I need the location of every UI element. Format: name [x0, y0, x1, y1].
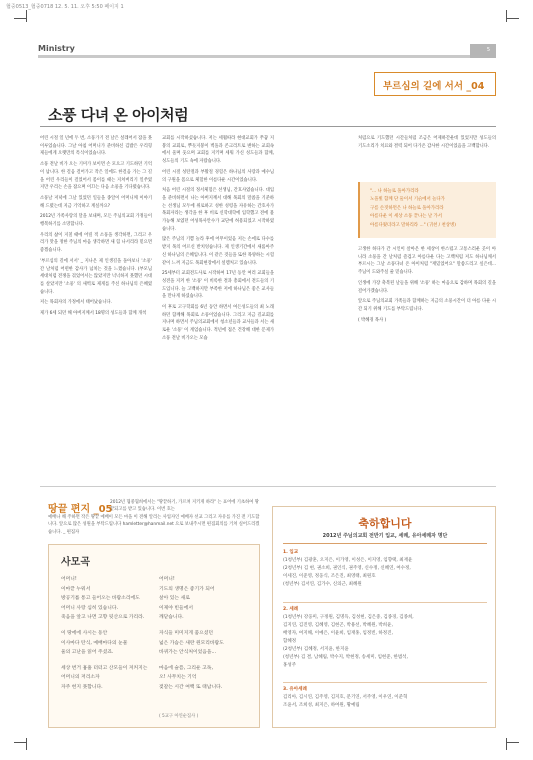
section-name: Ministry: [38, 44, 75, 53]
poem-stanza: 마음에 슬픔, 그리운 고독, 오! 사무치는 기억 젖갈는 시간 여백 또 태납니다.: [159, 665, 223, 690]
article-title: 소풍 다녀 온 아이처럼: [48, 106, 189, 124]
header-bar: [38, 55, 496, 58]
name-line: (1청년부) 김광훈, 오지은, 이가영, 이성은, 이지영, 임향택, 최재윤: [283, 558, 413, 563]
paragraph: 어린 시절 성탄절과 부활절 경험은 하나님의 사랑과 예수님의 구원을 몸으로 체험한 이름다운 시간이었습니다.: [162, 169, 274, 183]
congrats-title: 축하합니다: [358, 517, 412, 530]
page-header: [38, 44, 496, 58]
crop-mark: [26, 10, 27, 22]
print-mark: 협중0513_협중0718 12. 5. 11. 오후 5:50 페이지 1: [6, 4, 124, 10]
letter-description-continued: 예배나 해 주하면 작은 땅끝 예배이 모든 마을 이 전해 알리는 사업자인 예배자 선교 그리고 자유를 가진 전 기도합니다. 앞으로 많은 성원을 부탁드립니다 hamletter@hanmail.net 으로 보내주시면 편집회의를 거쳐 실어드리겠습니다. _ 편집자: [48, 515, 260, 535]
crop-mark: [14, 18, 26, 19]
paragraph: 소풍 전날 비가 오는 기미가 보이면 손 모으고 기도하던 기억이 납니다. 한 걸음 걸어가고 작은 일에도 한걸음 가는 그 길을 어린 우리들이 걸었어서 몸이를 때는 지쳐버리기 일쑤였지만 우리는 손을 잡으며 이끄는 다음 소풍을 기다렸습니다.: [40, 162, 152, 191]
crop-mark: [506, 738, 507, 750]
paragraph: 저는 목회자의 가정에서 태어났습니다.: [40, 300, 112, 306]
name-line: 조윤서, 조희성, 최지은, 하여원, 황예림: [283, 703, 360, 708]
paragraph: 고생한 하다가 간 시인이 살아온 한 세상이 한스럽고 고통스러운 곳이 아니라 소풍을 간 날처럼 즐겁고 아름다운 다는 고백처럼 저도 하나님께서 부르시는 그날 소풍다녀 온 아이처럼 "재밌었어요" 말씀드리고 싶은데... 주님이 도와주실 줄 믿습니다.: [358, 247, 496, 276]
series-title: 부르심의 길에 서서 _04: [383, 81, 485, 92]
group-heading: 1. 입교: [283, 550, 299, 555]
paragraph: 25세부터 교회전도사로 시작하여 17년 동안 여러 교회들을 성전을 지켜 한 '소풍' 이 비록한 결과 총회에서 전도들의 기도입니다. 늘 고백하지만 부족한 저에 하나님은 좋은 교사들을 만나게 하셨습니다.: [162, 271, 274, 300]
paragraph: 소풍날 저녁에 그날 있었던 일들을 종알이 어머니께 이야기 해 드렸는데 지금 기억하고 계실까요?: [40, 195, 152, 209]
poem-column-left: [61, 575, 153, 699]
series-box: [374, 72, 496, 96]
name-line: (청년부) 김 결, 남혜림, 박수지, 박현정, 송세미, 임현준, 한범석,: [283, 655, 408, 660]
name-line: 김지연, 김진영, 김혜영, 김현곤, 박용선, 박혜원, 박희윤,: [283, 623, 393, 628]
congrats-group-baptism: [283, 599, 487, 670]
group-heading: 2. 세례: [283, 607, 299, 612]
poem-stanza: 어머니! 기도의 생명은 좋기가 되어 살아 있는 새로 이제야 빈들에서 깨닫습니다.: [159, 577, 215, 621]
article-column-3-top: [358, 135, 496, 175]
page-number: 5: [486, 47, 490, 53]
name-line: 배영자, 여지해, 이예은, 이윤희, 임재홍, 임정빈, 하정진,: [283, 631, 393, 636]
poem-stanza: 세상 번거 흉흉 터터고 산모들이 져커지는 어머니의 저리소자 자주 헌지 못합니다.: [61, 665, 148, 690]
crop-mark: [507, 18, 519, 19]
congrats-group-confirmation: [283, 549, 487, 589]
congrats-subtitle: 2012년 주님의교회 전반기 입교, 세례, 유아세례자 명단: [322, 533, 448, 539]
name-line: (2청년부) 김혜정, 서지윤, 한지윤: [283, 647, 349, 652]
letter-description: 2012년 협중협희에서는 "땅끝하기, 가르쳐 지키게 하라" 는 표어에 기초하여 땅끝되고를 받고 있습니다. 이번 호는: [110, 500, 259, 513]
crop-mark: [506, 10, 507, 22]
crop-mark: [507, 742, 519, 743]
name-line: (청년부) 김서연, 김가수, 신의근, 최혜원: [283, 582, 362, 587]
paragraph: '부르심의 길에 서서' _ 지나온 제 인생길을 돌아보니 '소풍' 간 날처럼 어떤한 감사가 넘치는 것을 느꼈습니다. (부모님 세대처럼 전쟁을 겪었어서는 않았지만 넉넉하지 못했던 시대를 살았지만 '소풍' 의 새벽로 제게를 주신 하나님의 은혜였습니다.: [40, 258, 152, 295]
author-signature: ( 박혜경 목사 ): [358, 317, 387, 323]
paragraph: 교회를 시작하셨습니다. 저는 세월따라 현대교회가 쭈꿈 지붕의 교회로, 뿌듯지붕이 벽돌과 콘크리트로 변하는 교회속에서 울며 웃으며 교회를 지키며 세워 가신 성도들과 함께, 성도들의 기도 속에 자랐습니다.: [162, 136, 274, 165]
paragraph: 처음 어린 시절의 정서체험은 선생님, 간호사였습니다. 대입을 준비하면서 나는 아버지께서 대해 목회의 말씀을 기준하는 선생님 모두에 위로하고 성한 성령을 자유하는 간호사가 목회자라는 생각을 한 후 비로 신학대학에 입학했고 전에 불가능해 보였던 어성목사안수가 교단에 허용되었고 시작하였습니다.: [162, 188, 274, 232]
name-line: (1청년부) 강웅미, 구정원, 김명득, 김성현, 김은중, 김종경, 김종희,: [283, 615, 414, 620]
article-column-1: [40, 135, 152, 505]
group-rule: [283, 602, 487, 603]
congrats-box: [272, 506, 496, 728]
poem-author: ( 5교구 아연순집사 ): [159, 714, 199, 719]
crop-mark: [14, 742, 26, 743]
poem-box: [48, 544, 260, 728]
poem-title: 사모곡: [61, 557, 90, 568]
poem-quote: "... 나 하늘로 돌아가리라 노을빛 함께 단 둘이서 기슭에서 놀다가 구름 손짓하면은 나 하늘로 돌아가리라 아름다운 이 세상 소풍 끝나는 날 가서 아름다웠더라고 말하리라 ..." (귀천 / 천상병): [370, 189, 456, 228]
paragraph: 앞으로 주님의교회 가족들과 함께하는 지금의 소풍시간이 더 아름 다운 시간 되기 위해 기도를 부탁드립니다.: [358, 299, 496, 312]
poem-stanza: 자식들 미미지게 품으셨던 넓은 가슴은 새란 원모리바람도 바퀴가는 안식처이었음을...: [159, 630, 224, 656]
paragraph: 우리의 삶이 지칠 때에 어릴 적 소풍을 생각하면, 그리고 우리가 맛을 정한 주님의 마음 생각하면 새 힘 나서리라 믿으면 좋겠습니다.: [40, 232, 152, 254]
paragraph: 처럼으로 기도했던 시간들처럼 조금은 어제하간운데 있었지만 성도들의 기도소리가 치료와 결력 되어 다가온 감사한 시간이었음을 고백합니다.: [358, 136, 496, 149]
congrats-rule: [283, 543, 487, 544]
group-heading: 3. 유아세례: [283, 687, 307, 692]
poem-quote-box: [358, 182, 496, 238]
paragraph: 어린 시절 일 년에 두 번, 소풍가기 전 날은 설레어서 잠을 못 이루었습니다. 그날 아침 어머니가 준비하신 김밥은 우리형제들에게 오랫만의 특식이었습니다.: [40, 136, 152, 157]
paragraph: 2012년 가족사랑의 달을 보내며, 모든 주님의교회 가정들이 행복하기를 소망합니다.: [40, 214, 152, 228]
poem-column-right: [159, 575, 251, 699]
name-line: 함혜정: [283, 639, 297, 644]
letter-title: 땅끝 편지 _05: [48, 504, 113, 515]
article-column-3-bottom: [358, 246, 496, 336]
paragraph: 제가 6세 되던 해 아버지께서 18명의 성도들과 함께 개척: [40, 311, 147, 317]
paragraph: 인생에 가장 축복된 날들을 위해 '소풍' 하는 마음으로 감하며 목회의 길을 걸어가겠습니다.: [358, 280, 496, 294]
group-rule: [283, 682, 487, 683]
paragraph: 많은 주님의 기쁨 놀라 후에 어무이었음 저는 손에로 다수를 받지 목의 어르신 반치엉습니다. 제 인생기간에서 새롭아주신 하나님의 은혜입니다. 이 같은 것들을 또한 목양하는 시험같이 느껴 지금도 목회현장에서 설렘처고 있습니다.: [162, 237, 274, 266]
congrats-group-infant-baptism: [283, 679, 487, 710]
crop-mark: [26, 738, 27, 750]
name-line: 김리아, 김시연, 김주영, 김지호, 문기연, 서주영, 이우연, 이준혁: [283, 695, 408, 700]
poem-stanza: 어머니! 이마끝 누워서 방공기를 통고 들어오는 바람소리에도 어머니 사랑 심히 있습니다. 죽음을 앞고 나면 고향 뒷산으로 가리라.: [61, 577, 145, 621]
poem-stanza: 이 땅에에 사시는 동안 이사마다 탄식, 예배마다의 눈물 울의 고난을 읽어 주셨죠.: [61, 630, 128, 656]
name-line: 이세진, 이준영, 정웅식, 조은진, 최영태, 최원호: [283, 574, 376, 579]
name-line: (2청년부) 김 현, 권소희, 권인식, 권주영, 신수정, 신혜연, 여수정,: [283, 566, 411, 571]
paragraph: 이 후로 고구학회를 6년 동안 하면서 여든성도들의 최 노래하던 함께해 목회로 소풍이었습니다. 그리고 지금 길교회를 지나며 하면서 주님의교회에서 청소년들과 교사들과 서는 새로운 '소풍' 이 계엄습니다. 적년에 접은 건강해 대한 문제가 소풍 전날 비가오는 모습: [162, 305, 274, 341]
title-rule: [40, 126, 496, 127]
section-divider: [40, 486, 496, 487]
name-line: 홍성주: [283, 663, 297, 668]
header-tab: [470, 44, 496, 58]
article-column-2: [162, 135, 274, 505]
